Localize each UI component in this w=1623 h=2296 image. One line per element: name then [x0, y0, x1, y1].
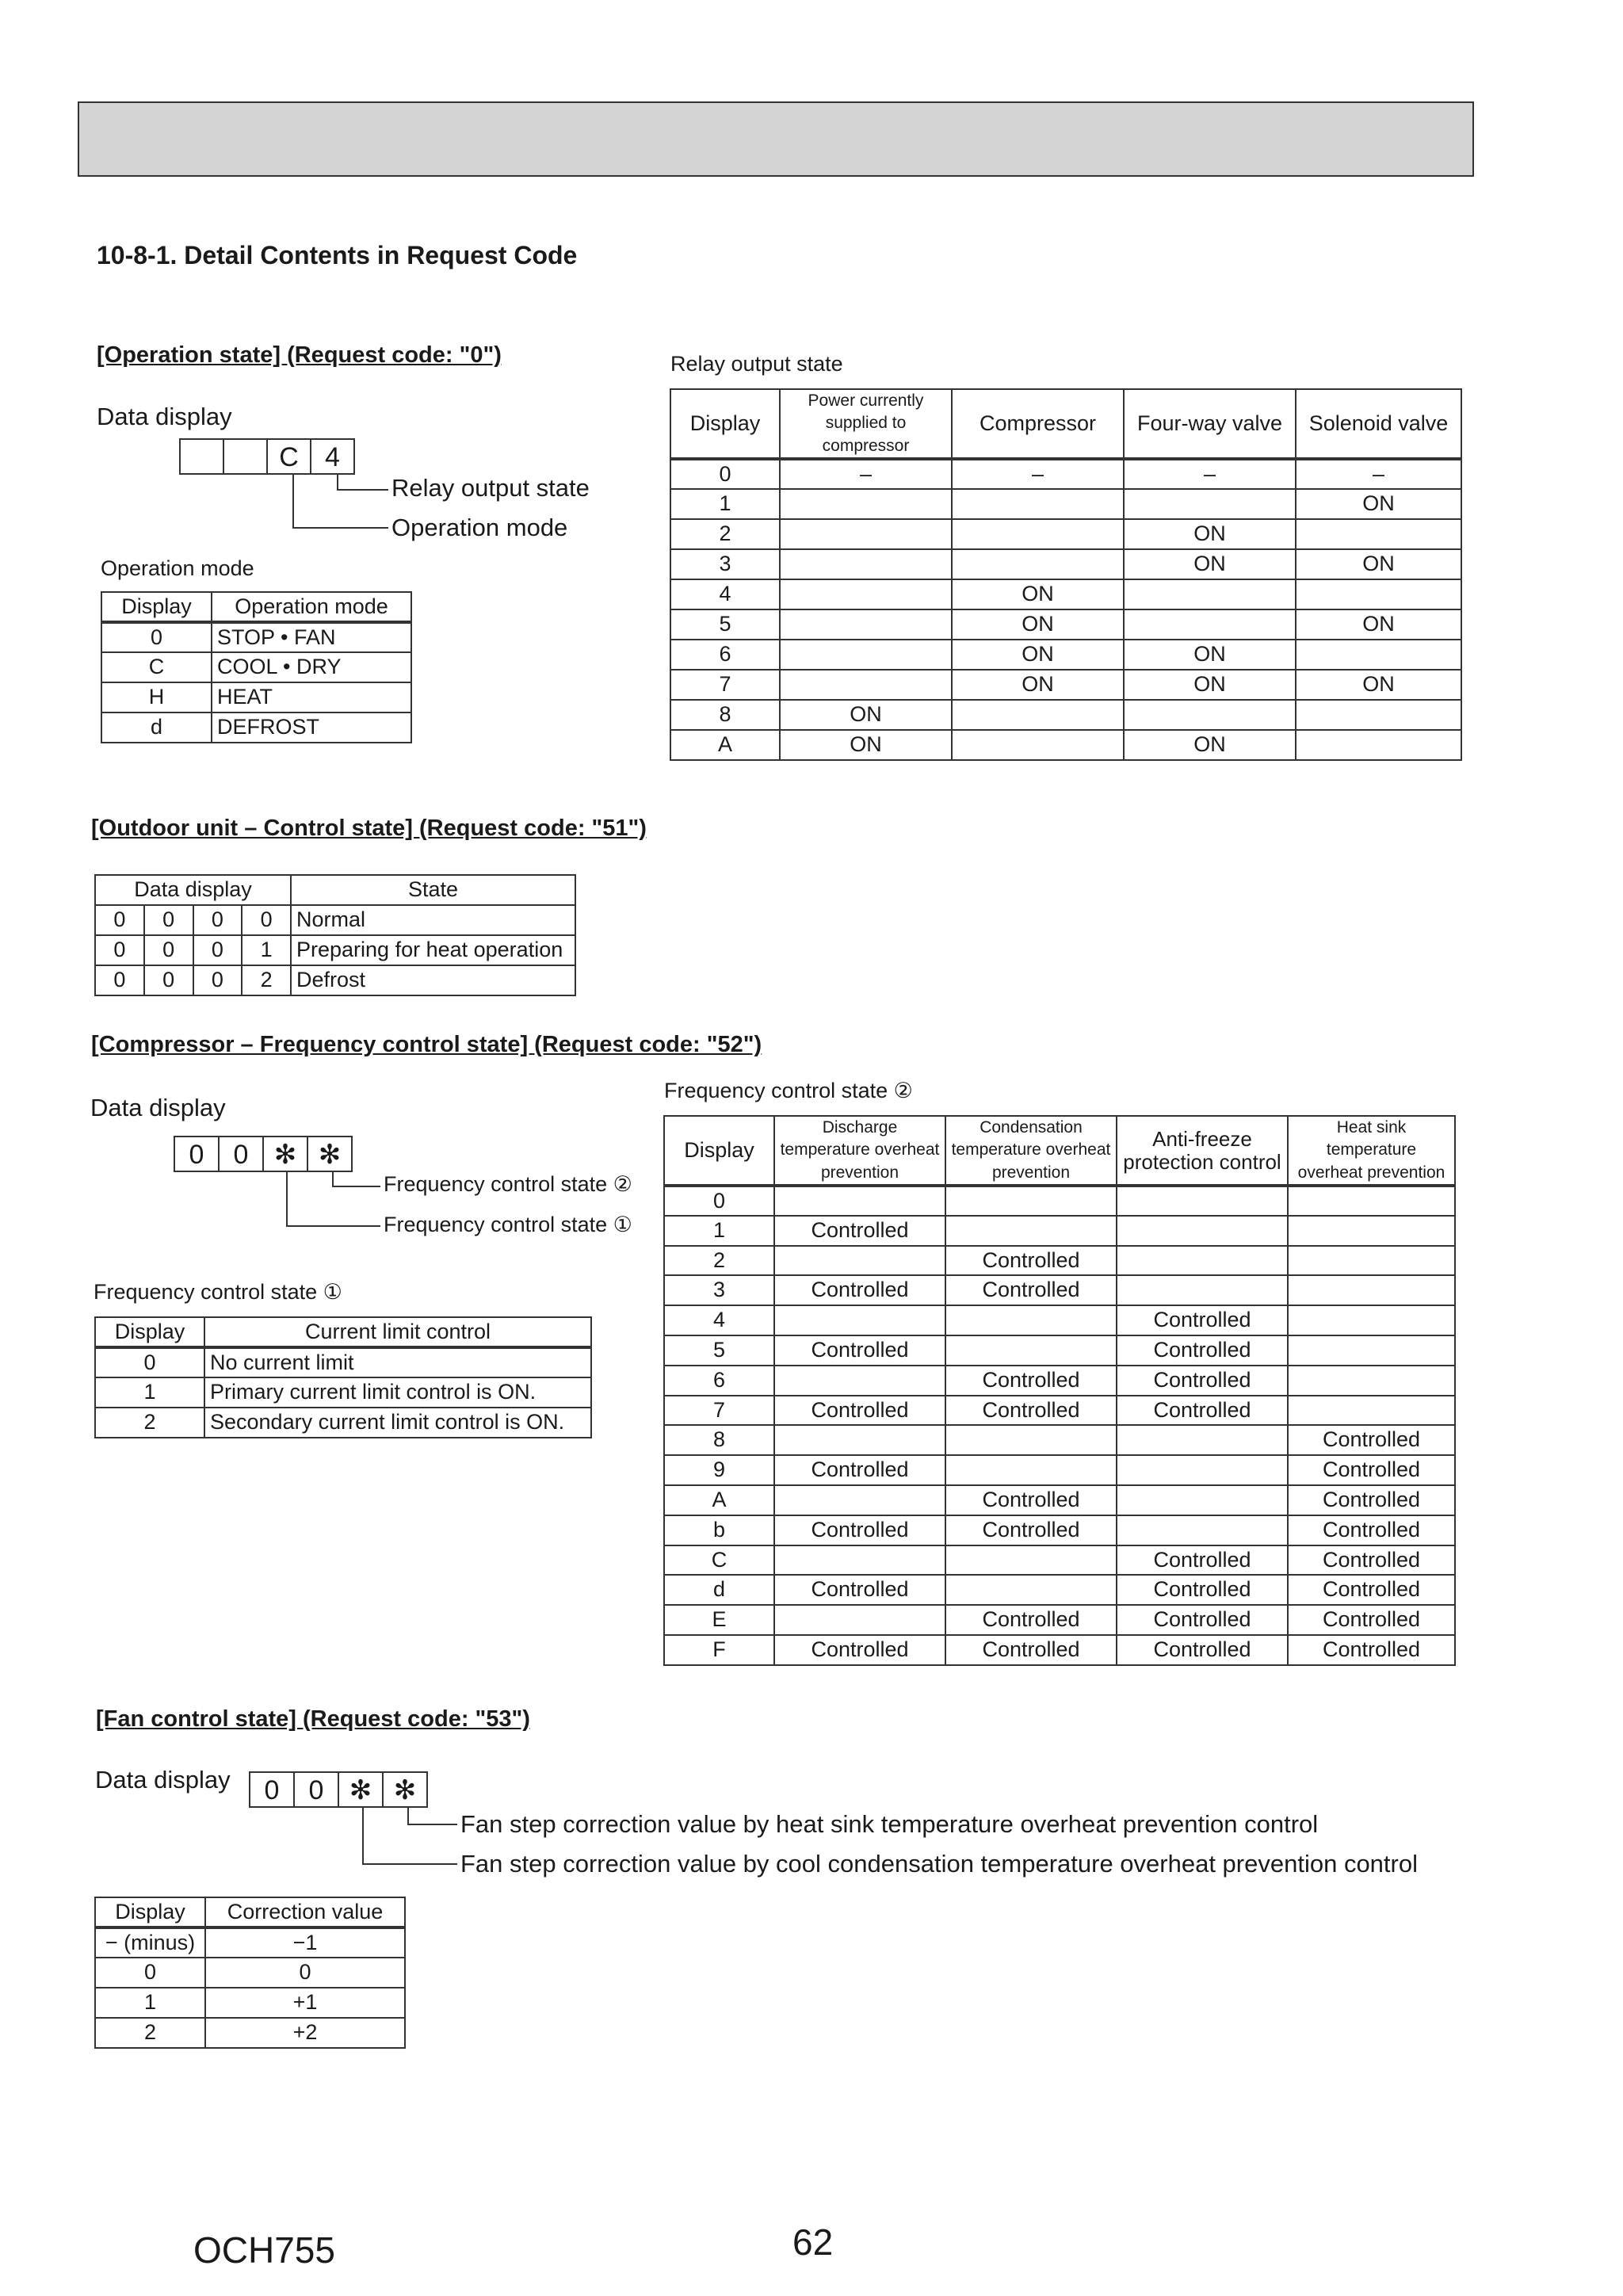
cell: Controlled [1117, 1396, 1288, 1426]
col-header: Solenoid valve [1296, 389, 1461, 459]
cell: Controlled [1117, 1366, 1288, 1396]
cell: 8 [670, 700, 780, 730]
cell: E [664, 1605, 774, 1635]
cell: Controlled [1288, 1635, 1455, 1665]
cell: 3 [664, 1275, 774, 1305]
cell: Controlled [945, 1485, 1117, 1515]
digit-cell: 0 [193, 935, 242, 965]
relay-caption: Relay output state [670, 352, 843, 376]
cell: C [664, 1545, 774, 1576]
digit-cell: 1 [242, 935, 291, 965]
cell: 1 [95, 1377, 204, 1408]
cell: 8 [664, 1425, 774, 1455]
digit-box: 0 [293, 1771, 339, 1808]
cell: Controlled [945, 1635, 1117, 1665]
digit-cell: 0 [193, 965, 242, 995]
digit-cell: 0 [144, 965, 193, 995]
fan-pointer-condensation: Fan step correction value by cool condensation temperature overheat prevention control [460, 1850, 1418, 1878]
digit-box: ✻ [338, 1771, 384, 1808]
cell: Controlled [774, 1335, 945, 1366]
col-header: Correction value [205, 1897, 405, 1927]
cell: ON [1296, 489, 1461, 519]
cell: C [101, 652, 212, 682]
col-header: Display [670, 389, 780, 459]
cell: d [664, 1575, 774, 1605]
cell: 0 [670, 459, 780, 489]
cell: +2 [205, 2018, 405, 2048]
col-header: Display [664, 1116, 774, 1186]
digit-box: ✻ [307, 1136, 353, 1172]
cell: +1 [205, 1988, 405, 2018]
cell: 1 [670, 489, 780, 519]
cell: ON [952, 579, 1124, 609]
cell: ON [952, 640, 1124, 670]
op-state-title: [Operation state] (Request code: "0") [97, 342, 502, 368]
state2-caption: Frequency control state ② [664, 1079, 913, 1102]
digit-box: 0 [218, 1136, 264, 1172]
pointer-line [363, 1808, 457, 1864]
cell: Controlled [774, 1515, 945, 1545]
cell: − (minus) [95, 1927, 205, 1958]
col-header: State [291, 875, 575, 905]
col-header: Heat sink temperature overheat prevention [1288, 1116, 1455, 1186]
cell: COOL • DRY [212, 652, 411, 682]
cell: Controlled [1288, 1575, 1455, 1605]
digit-cell: 2 [242, 965, 291, 995]
cell: Controlled [1288, 1455, 1455, 1485]
cell: 0 [101, 622, 212, 652]
digit-cell: 0 [193, 905, 242, 935]
cell: Controlled [1117, 1545, 1288, 1576]
digit-box: ✻ [262, 1136, 308, 1172]
pointer-line [293, 475, 388, 528]
cell: ON [1124, 640, 1296, 670]
col-header: Data display [95, 875, 291, 905]
cell: ON [1124, 549, 1296, 579]
cell: ON [1124, 730, 1296, 760]
col-header: Condensation temperature overheat prevention [945, 1116, 1117, 1186]
digit-cell: 0 [95, 905, 144, 935]
cell: ON [1124, 670, 1296, 700]
cell: F [664, 1635, 774, 1665]
digit-box: C [266, 438, 311, 475]
cell: Controlled [774, 1275, 945, 1305]
digit-box: 0 [249, 1771, 295, 1808]
op-pointer-relay: Relay output state [391, 474, 590, 502]
pointer-line [338, 475, 388, 490]
col-header: Anti-freeze protection control [1117, 1116, 1288, 1186]
digit-cell: 0 [95, 935, 144, 965]
cell: 0 [95, 1347, 204, 1377]
cell: 6 [670, 640, 780, 670]
cell: ON [1296, 549, 1461, 579]
cell: 1 [95, 1988, 205, 2018]
col-header: Power currently supplied to compressor [780, 389, 952, 459]
cell: A [664, 1485, 774, 1515]
cell: Controlled [774, 1216, 945, 1246]
fan-data-display-label: Data display [95, 1766, 231, 1794]
cell: ON [1296, 609, 1461, 640]
op-pointer-mode: Operation mode [391, 514, 568, 541]
op-data-display-label: Data display [97, 403, 232, 430]
cell: ON [780, 700, 952, 730]
cell: 3 [670, 549, 780, 579]
cell: Controlled [1117, 1305, 1288, 1335]
cell: ON [952, 670, 1124, 700]
cell: A [670, 730, 780, 760]
cell: d [101, 712, 212, 743]
col-header: Current limit control [204, 1317, 591, 1347]
compressor-title: [Compressor – Frequency control state] (Request code: "52") [91, 1032, 762, 1057]
cell: – [780, 459, 952, 489]
cell: 6 [664, 1366, 774, 1396]
cell: 0 [95, 1958, 205, 1988]
cell: No current limit [204, 1347, 591, 1377]
cell: 9 [664, 1455, 774, 1485]
digit-cell: 0 [144, 935, 193, 965]
pointer-line [408, 1808, 457, 1824]
cell: Controlled [1288, 1515, 1455, 1545]
digit-cell: 0 [144, 905, 193, 935]
cell: Controlled [1288, 1485, 1455, 1515]
page-number: 62 [792, 2222, 834, 2263]
cell: 2 [95, 1408, 204, 1438]
cell: Controlled [945, 1396, 1117, 1426]
col-header: Four-way valve [1124, 389, 1296, 459]
cell: Secondary current limit control is ON. [204, 1408, 591, 1438]
comp-pointer-1: Frequency control state ① [384, 1213, 632, 1236]
cell: Controlled [945, 1246, 1117, 1276]
cell: Controlled [1288, 1605, 1455, 1635]
col-header: Display [95, 1317, 204, 1347]
digit-box: 4 [310, 438, 355, 475]
cell: Controlled [1117, 1635, 1288, 1665]
section-heading: 10-8-1. Detail Contents in Request Code [97, 241, 578, 269]
cell: Controlled [1288, 1545, 1455, 1576]
cell: 2 [670, 519, 780, 549]
cell: ON [1124, 519, 1296, 549]
cell: Controlled [774, 1396, 945, 1426]
cell: – [952, 459, 1124, 489]
state-cell: Preparing for heat operation [291, 935, 575, 965]
digit-cell: 0 [95, 965, 144, 995]
cell: Controlled [774, 1575, 945, 1605]
cell: STOP • FAN [212, 622, 411, 652]
col-header: Operation mode [212, 592, 411, 622]
cell: – [1296, 459, 1461, 489]
cell: 4 [670, 579, 780, 609]
cell: 1 [664, 1216, 774, 1246]
cell: 5 [670, 609, 780, 640]
fan-title: [Fan control state] (Request code: "53") [96, 1706, 530, 1732]
cell: H [101, 682, 212, 712]
cell: ON [780, 730, 952, 760]
footer-model: OCH755 [193, 2229, 335, 2271]
cell: Controlled [945, 1366, 1117, 1396]
col-header: Display [95, 1897, 205, 1927]
digit-box: 0 [174, 1136, 220, 1172]
cell: 4 [664, 1305, 774, 1335]
cell: 2 [95, 2018, 205, 2048]
comp-pointer-2: Frequency control state ② [384, 1172, 632, 1196]
cell: 7 [670, 670, 780, 700]
state-cell: Normal [291, 905, 575, 935]
cell: Controlled [774, 1635, 945, 1665]
outdoor-title: [Outdoor unit – Control state] (Request code: "51") [91, 816, 647, 841]
cell: Controlled [1288, 1425, 1455, 1455]
cell: b [664, 1515, 774, 1545]
cell: Primary current limit control is ON. [204, 1377, 591, 1408]
cell: Controlled [1117, 1575, 1288, 1605]
fan-pointer-heat-sink: Fan step correction value by heat sink temperature overheat prevention control [460, 1810, 1319, 1838]
cell: HEAT [212, 682, 411, 712]
cell: 7 [664, 1396, 774, 1426]
cell: Controlled [945, 1275, 1117, 1305]
cell: 5 [664, 1335, 774, 1366]
pointer-line [333, 1172, 380, 1186]
cell: −1 [205, 1927, 405, 1958]
col-header: Display [101, 592, 212, 622]
cell: – [1124, 459, 1296, 489]
cell: Controlled [1117, 1605, 1288, 1635]
cell: Controlled [945, 1605, 1117, 1635]
cell: Controlled [945, 1515, 1117, 1545]
col-header: Discharge temperature overheat prevention [774, 1116, 945, 1186]
cell: 0 [205, 1958, 405, 1988]
comp-data-display-label: Data display [90, 1094, 226, 1121]
digit-cell: 0 [242, 905, 291, 935]
cell: Controlled [1117, 1335, 1288, 1366]
cell: Controlled [774, 1455, 945, 1485]
state1-caption: Frequency control state ① [94, 1280, 342, 1304]
digit-box: ✻ [382, 1771, 428, 1808]
col-header: Compressor [952, 389, 1124, 459]
cell: ON [1296, 670, 1461, 700]
cell: 2 [664, 1246, 774, 1276]
state-cell: Defrost [291, 965, 575, 995]
op-mode-caption: Operation mode [101, 556, 254, 580]
cell: DEFROST [212, 712, 411, 743]
cell: ON [952, 609, 1124, 640]
cell: 0 [664, 1186, 774, 1216]
